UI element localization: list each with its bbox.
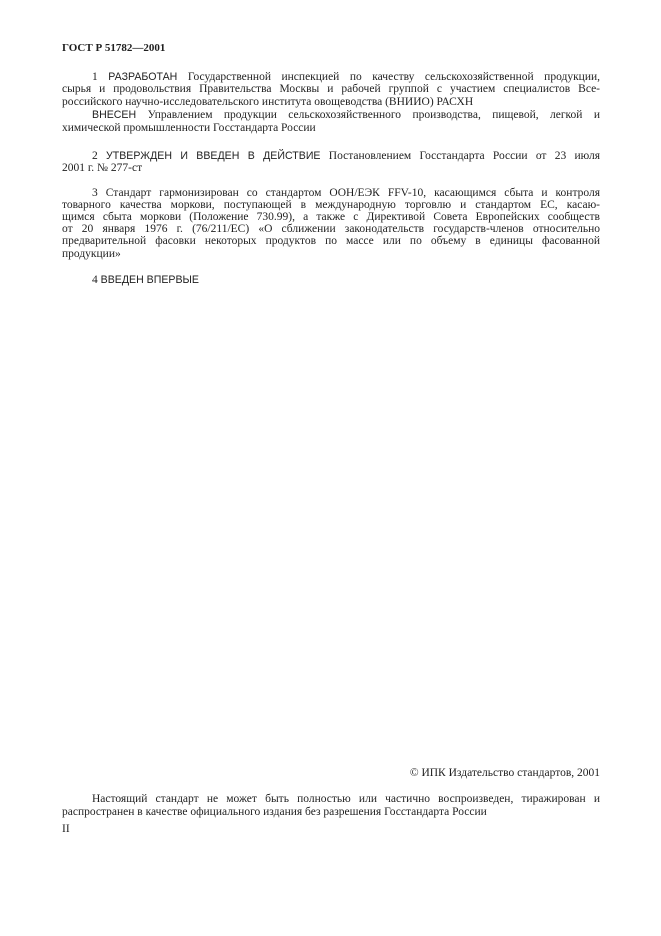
notice-line-1: Настоящий стандарт не может быть полностью или частично воспроизведен, тиражирован и: [92, 793, 600, 805]
page-number: II: [62, 823, 70, 835]
item-3-line-2: товарного качества моркови, поступающей в международную торговлю и стандартом ЕС, касаю-: [62, 199, 600, 211]
item-1-line-2: сырья и продовольствия Правительства Москвы и рабочей группой с участием специалистов Все-: [62, 83, 600, 95]
item-3-line-6: продукции»: [62, 248, 121, 260]
item-3-line-4: от 20 января 1976 г. (76/211/ЕС) «О сближении законодательств государств-членов относительно: [62, 223, 600, 235]
text-line: Стандарт гармонизирован со стандартом ООН/ЕЭК FFV-10, касающимся сбыта и контроля: [105, 187, 600, 199]
item-number: 3: [92, 187, 98, 199]
text-line: Управлением продукции сельскохозяйственного производства, пищевой, легкой и: [147, 109, 601, 121]
approved-keyword: УТВЕРЖДЕН И ВВЕДЕН В ДЕЙСТВИЕ: [106, 150, 321, 162]
item-number: 1: [92, 71, 98, 83]
item-3-line-5: предварительной фасовки некоторых продуктов по массе или по объему в единицы фасованной: [62, 235, 600, 247]
text-line: Постановлением Госстандарта России от 23 июля: [328, 150, 600, 162]
item-number: 4: [92, 274, 98, 286]
introduced-line-2: химической промышленности Госстандарта России: [62, 122, 316, 134]
notice-line-2: распространен в качестве официального издания без разрешения Госстандарта России: [62, 806, 487, 818]
introduced-keyword: ВНЕСЕН: [92, 109, 137, 121]
developed-keyword: РАЗРАБОТАН: [108, 71, 178, 83]
item-2-line-2: 2001 г. № 277-ст: [62, 162, 143, 174]
item-1-line-3: российского научно-исследовательского института овощеводства (ВНИИО) РАСХН: [62, 96, 474, 108]
first-introduced-keyword: ВВЕДЕН ВПЕРВЫЕ: [100, 274, 199, 286]
item-3-line-3: щимся сбыта моркови (Положение 730.99), а также с Директивой Совета Европейских сообществ: [62, 211, 600, 223]
copyright-line: © ИПК Издательство стандартов, 2001: [409, 767, 600, 779]
introduced-line-1: [92, 109, 600, 122]
item-number: 2: [92, 150, 98, 162]
document-code-header: ГОСТ Р 51782—2001: [62, 42, 166, 54]
text-line: Государственной инспекцией по качеству сельскохозяйственной продукции,: [187, 71, 601, 83]
item-4-line-1: [92, 274, 600, 287]
